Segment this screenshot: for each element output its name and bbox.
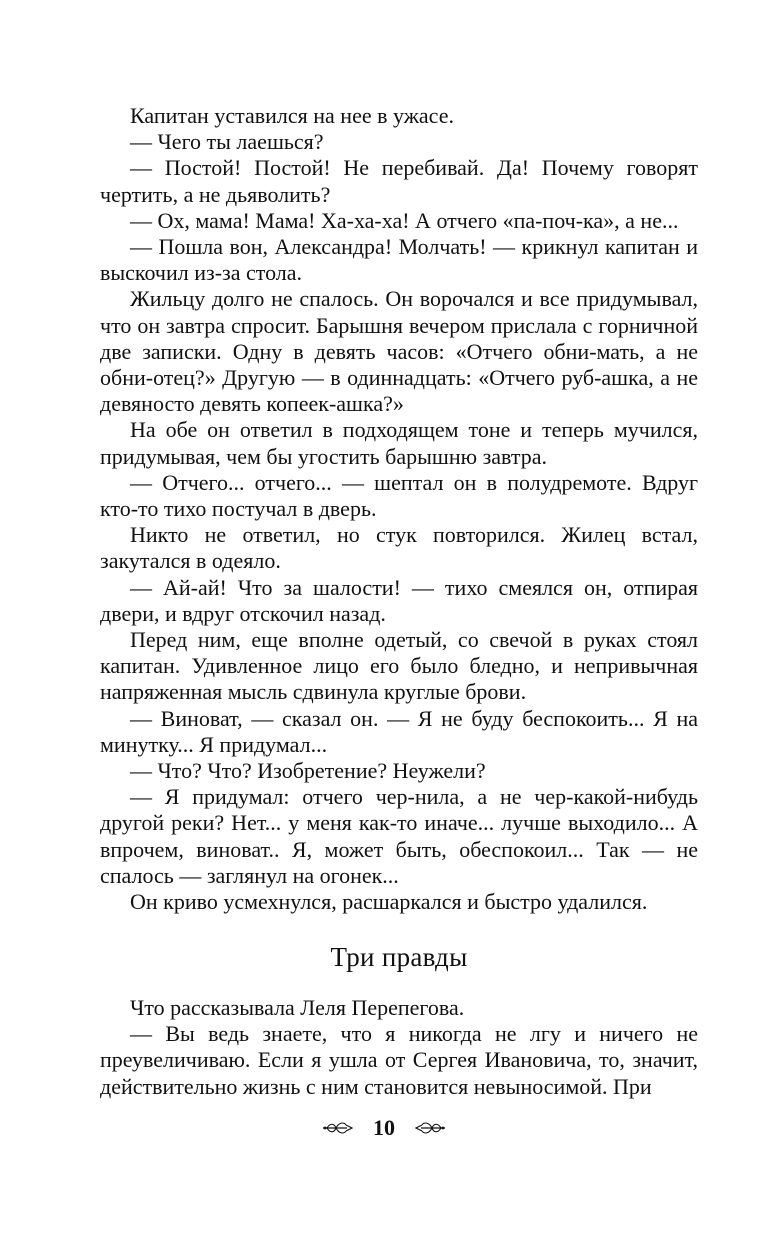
paragraph: — Виноват, — сказал он. — Я не буду беспокоить... Я на минутку... Я придумал... [100,705,698,757]
vignette-ornament-left-icon [321,1120,355,1136]
paragraph: Он криво усмехнулся, расшаркался и быстро удалился. [130,889,648,915]
vignette-ornament-right-icon [413,1120,447,1136]
story-text [100,103,698,915]
paragraph: — Отчего... отчего... — шептал он в полудремоте. Вдруг кто-то тихо постучал в дверь. [100,469,698,522]
paragraph: — Постой! Постой! Не перебивай. Да! Почему говорят чертить, а не дьяволить? [100,155,698,207]
paragraph: Что рассказывала Леля Перепегова. [130,995,465,1020]
paragraph: Капитан уставился на нее в ужасе. [130,103,454,128]
paragraph: На обе он ответил в подходящем тоне и теперь мучился, придумывая, чем бы угостить барышню завтра. [100,417,698,469]
page-footer [0,1116,768,1140]
section-title: Три правды [330,942,468,972]
paragraph: — Ох, мама! Мама! Ха-ха-ха! А отчего «па-поч-ка», а не... [130,207,679,233]
paragraph: — Пошла вон, Александра! Молчать! — крикнул капитан и выскочил из-за стола. [100,234,698,286]
paragraph: Перед ним, еще вполне одетый, со свечой в руках стоял капитан. Удивленное лицо его было бледно, и непривычная напряженная мысль сдвинула круглые брови. [100,627,698,705]
paragraph: — Вы ведь знаете, что я никогда не лгу и ничего не преувеличиваю. Если я ушла от Сергея Ивановича, то, значит, действительно жизнь с ним становится невыносимой. При [100,1021,698,1099]
paragraph: Жильцу долго не спалось. Он ворочался и все придумывал, что он завтра спросит. Барышня вечером прислала с горничной две записки. Одну в девять часов: «Отчего обни-мать, а не обни-отец?» Другую — в одиннадцать: «Отчего руб-ашка, а не девяносто девять копеек-ашка?» [100,286,698,417]
paragraph: Никто не ответил, но стук повторился. Жилец встал, закутался в одеяло. [100,522,698,574]
page-number: 10 [373,1115,395,1140]
paragraph: — Ай-ай! Что за шалости! — тихо смеялся он, отпирая двери, и вдруг отскочил назад. [100,574,698,626]
section-text [100,995,698,1100]
paragraph: — Что? Что? Изобретение? Неужели? [130,758,486,784]
paragraph: — Я придумал: отчего чер-нила, а не чер-какой-нибудь другой реки? Нет... у меня как-то иначе... лучше выходило... А впрочем, виноват.. Я, может быть, обеспокоил... Так — не спалось — заглянул на огонек... [100,784,698,888]
paragraph: — Чего ты лаешься? [130,129,324,155]
